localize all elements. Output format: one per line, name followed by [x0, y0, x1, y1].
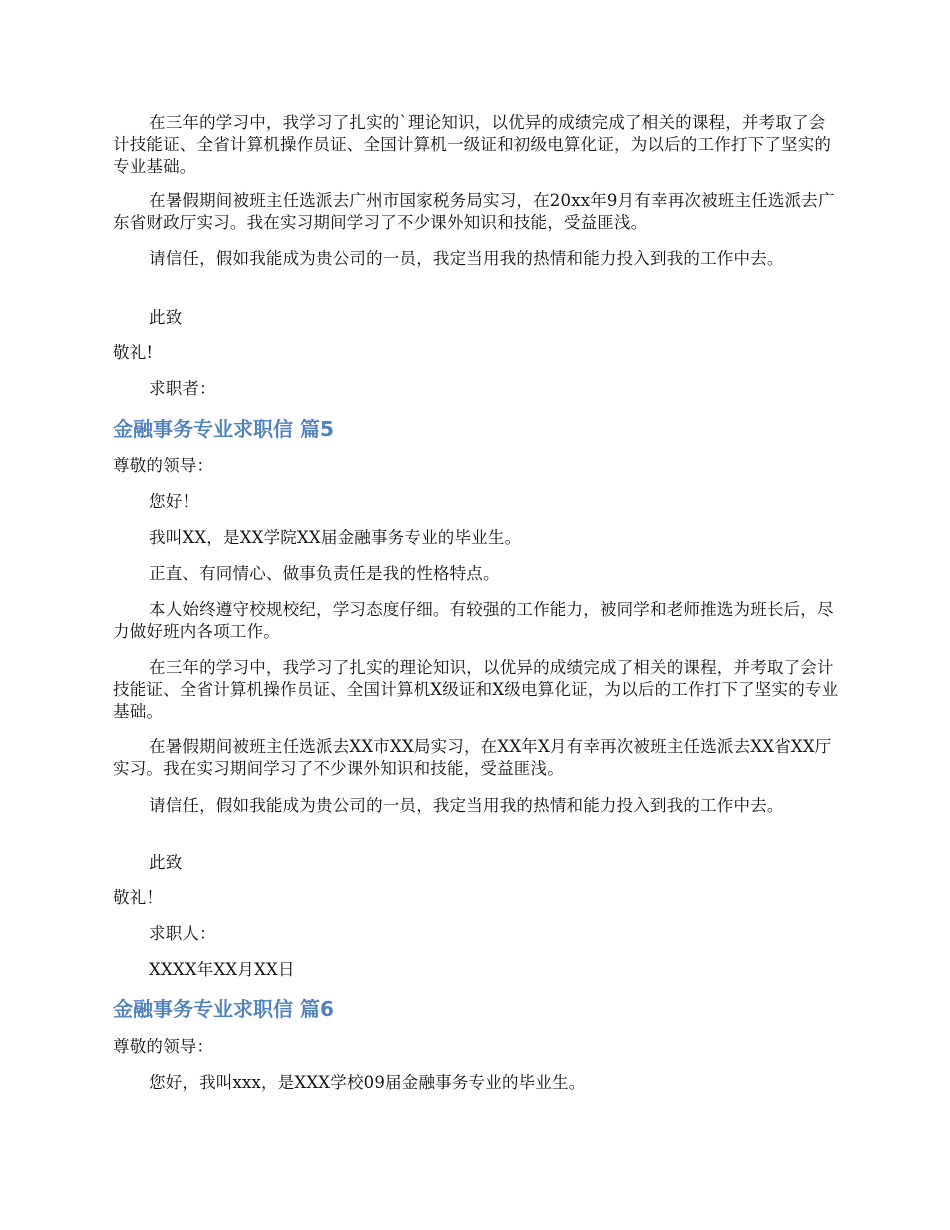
trust-paragraph: 请信任，假如我能成为贵公司的一员，我定当用我的热情和能力投入到我的工作中去。: [149, 796, 784, 815]
salute-line: 敬礼!: [113, 343, 154, 362]
paragraph-trust: 请信任，假如我能成为贵公司的一员，我定当用我的热情和能力投入到我的工作中去。: [149, 249, 784, 268]
applicant-label: 求职人：: [149, 924, 216, 943]
study-attitude-paragraph: 本人始终遵守校规校纪，学习态度仔细。有较强的工作能力，被同学和老师推选为班长后，尽力做好班内各项工作。: [113, 600, 834, 641]
intro-paragraph: 我叫XX，是XX学院XX届金融事务专业的毕业生。: [149, 528, 522, 547]
character-paragraph: 正直、有同情心、做事负责任是我的性格特点。: [149, 564, 500, 583]
section-heading-6: 金融事务专业求职信 篇6: [113, 997, 334, 1021]
paragraph-internship: 在暑假期间被班主任选派去广州市国家税务局实习，在20xx年9月有幸再次被班主任选派去广东省财政厅实习。我在实习期间学习了不少课外知识和技能，受益匪浅。: [113, 191, 835, 232]
closing-line: 此致: [149, 853, 183, 872]
courses-paragraph: 在三年的学习中，我学习了扎实的理论知识，以优异的成绩完成了相关的课程，并考取了会计技能证、全省计算机操作员证、全国计算机X级证和X级电算化证，为以后的工作打下了坚实的专业基础。: [113, 658, 839, 721]
greeting: 尊敬的领导：: [113, 1037, 214, 1056]
closing-line: 此致: [149, 308, 183, 327]
paragraph-study: 在三年的学习中，我学习了扎实的`理论知识，以优异的成绩完成了相关的课程，并考取了会计技能证、全省计算机操作员证、全国计算机一级证和初级电算化证，为以后的工作打下了坚实的专业基础。: [113, 113, 832, 176]
intro-paragraph: 您好，我叫xxx，是XXX学校09届金融事务专业的毕业生。: [149, 1073, 586, 1092]
date-line: XXXX年XX月XX日: [149, 960, 295, 979]
applicant-label: 求职者：: [149, 379, 216, 398]
section-heading-5: 金融事务专业求职信 篇5: [113, 417, 334, 441]
hello-line: 您好！: [149, 492, 200, 511]
greeting: 尊敬的领导：: [113, 456, 214, 475]
internship-paragraph: 在暑假期间被班主任选派去XX市XX局实习，在XX年X月有幸再次被班主任选派去XX省XX厅实习。我在实习期间学习了不少课外知识和技能，受益匪浅。: [113, 737, 832, 778]
salute-line: 敬礼！: [113, 888, 164, 907]
